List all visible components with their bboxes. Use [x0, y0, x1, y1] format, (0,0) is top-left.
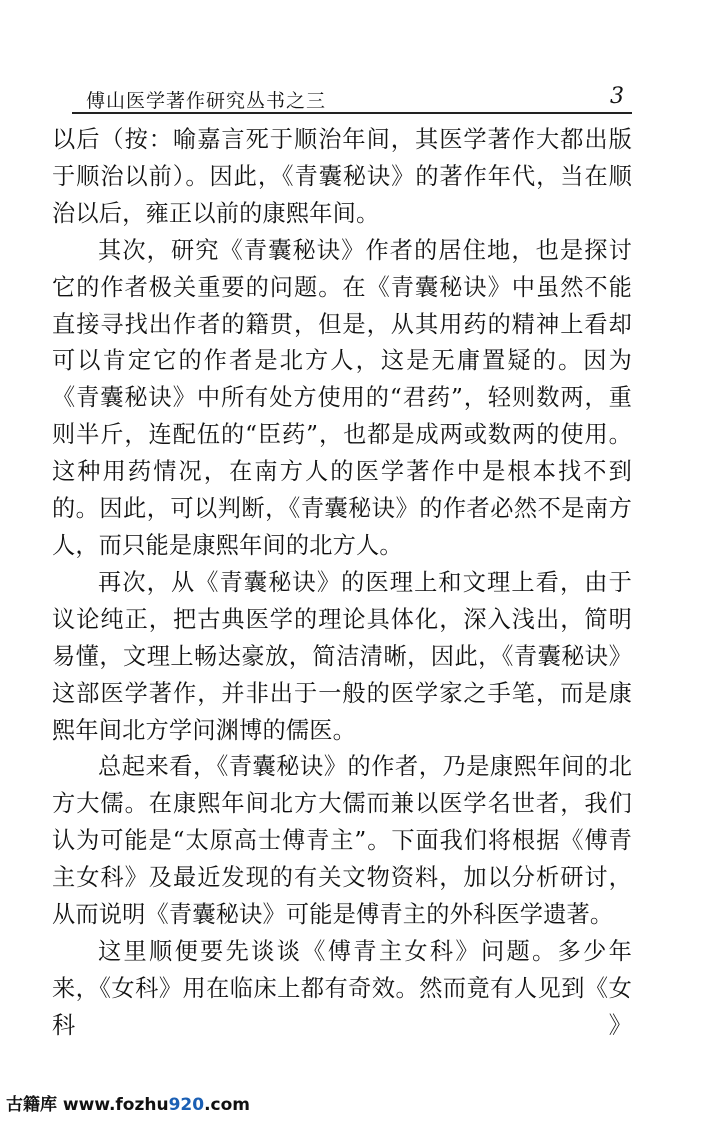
watermark-url-number: 920 — [168, 1095, 205, 1115]
watermark-url-prefix: www.fozhu — [62, 1095, 169, 1115]
paragraph-author-residence: 其次，研究《青囊秘诀》作者的居住地，也是探讨它的作者极关重要的问题。在《青囊秘诀》中虽然不能直接寻找出作者的籍贯，但是，从其用药的精神上看却可以肯定它的作者是北方人，这是无庸置疑的。因为《青囊秘诀》中所有处方使用的“君药”，轻则数两，重则半斤，连配伍的“臣药”，也都是成两或数两的使用。这种用药情况，在南方人的医学著作中是根本找不到的。因此，可以判断，《青囊秘诀》的作者必然不是南方人，而只能是康熙年间的北方人。 — [52, 236, 632, 559]
paragraph-medical-reasoning: 再次，从《青囊秘诀》的医理上和文理上看，由于议论纯正，把古典医学的理论具体化，深入浅出，简明易懂，文理上畅达豪放，简洁清晰，因此，《青囊秘诀》这部医学著作，并非出于一般的医学家之手笔，而是康熙年间北方学问渊博的儒医。 — [52, 568, 632, 744]
header-rule — [72, 112, 632, 114]
watermark-url-suffix: .com — [204, 1095, 251, 1115]
running-header — [72, 84, 632, 114]
watermark-footer — [6, 1090, 250, 1115]
paragraph-conclusion: 总起来看，《青囊秘诀》的作者，乃是康熙年间的北方大儒。在康熙年间北方大儒而兼以医学名世者，我们认为可能是“太原高士傅青主”。下面我们将根据《傅青主女科》及最近发现的有关文物资料，加以分析研讨，从而说明《青囊秘诀》可能是傅青主的外科医学遗著。 — [52, 753, 632, 929]
paragraph-fu-qingzhu-gynecology: 这里顺便要先谈谈《傅青主女科》问题。多少年来，《女科》用在临床上都有奇效。然而竟有人见到《女科》 — [52, 937, 632, 1039]
body-text — [52, 122, 632, 1045]
watermark-site-name: 古籍库 — [6, 1095, 57, 1115]
page-number: 3 — [610, 84, 624, 109]
paragraph-continued: 以后（按：喻嘉言死于顺治年间，其医学著作大都出版于顺治以前）。因此，《青囊秘诀》的著作年代，当在顺治以后，雍正以前的康熙年间。 — [52, 126, 632, 227]
series-title: 傅山医学著作研究丛书之三 — [86, 90, 327, 112]
